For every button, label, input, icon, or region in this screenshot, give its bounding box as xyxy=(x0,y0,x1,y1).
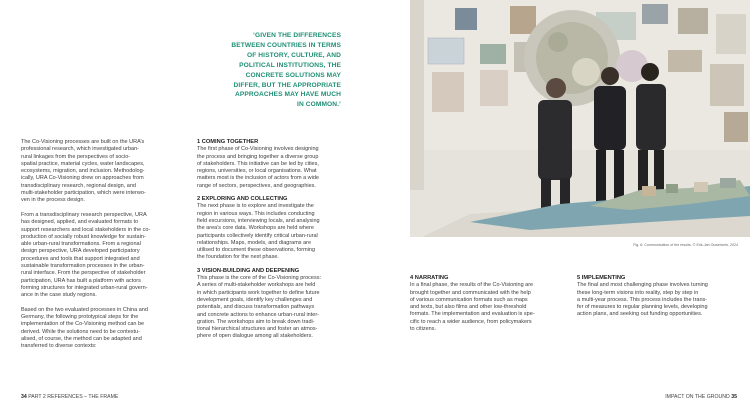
photo-caption: Fig. 6: Communication of the results. © Erik-Jan Ouwerkerk, 2024 xyxy=(633,243,738,247)
running-footer-left: PART 2 REFERENCES – THE FRAME xyxy=(28,394,119,400)
step-body: In a final phase, the results of the Co-Visioning are brought together and communicated with the help of various communication formats such as maps and texts, but also films and other low-threshold formats. The implementation and evaluation is spe- cific to reach a wider audience, from policymakers to citizens. xyxy=(410,282,535,333)
intro-paragraph-2: From a transdisciplinary research perspective, URA has designed, applied, and evaluated formats to support researchers and local stakeholders in the co- production of socially robust knowledge for sustain- able urban-rural transformations. From a regional design perspective, URA developed participatory procedures and tools that support integrated and sustainable transformation processes in the urban- rural interface. From the perspective of stakeholder participation, URA has built a platform with actors forming structures for integrated urban-rural govern- ance in the case study regions. xyxy=(21,211,151,299)
step-2 xyxy=(197,196,357,262)
intro-paragraph-1: The Co-Visioning processes are built on the URA’s professional research, which investigated urban- rural linkages from the perspectives of socio- spatial practice, material cycles, water landscapes, ecosystems, migration, and inclusion. Methodolog- ically, URA Co-Visioning drew on approaches from transdisciplinary research, regional design, and multi-stakeholder participation, which were interwo- ven in the process design. xyxy=(21,139,146,204)
step-heading: 1 COMING TOGETHER xyxy=(197,139,259,145)
page-number-right: 35 xyxy=(731,394,737,400)
steps-column xyxy=(197,139,357,347)
running-footer-right: IMPACT ON THE GROUND xyxy=(665,394,730,400)
photo-illustration xyxy=(410,0,750,237)
step-body: The next phase is to explore and investigate the region in various ways. This includes conducting field excursions, interviewing locals, and analysing the area’s core data. Workshops are held where participants collectively identify critical urban-rural relationships. Maps, models, and diagrams are utilised to document these observations, forming the foundation for the next phase. xyxy=(197,203,320,261)
step-body: This phase is the core of the Co-Visioning process: A series of multi-stakeholder workshops are held in which participants work together to define future development goals, identify key challenges and potentials, and discuss transformation pathways and concrete actions to enhance urban-rural inter- gration. The workshops aim to break down tradi- tional hierarchical structures and foster an atmos- phere of open dialogue among all stakeholders. xyxy=(197,275,322,340)
pull-quote: ‘GIVEN THE DIFFERENCES BETWEEN COUNTRIES IN TERMS OF HISTORY, CULTURE, AND POLITICAL INSTITUTIONS, THE CONCRETE SOLUTIONS MAY DIFFER, BUT THE APPROPRIATE APPROACHES MAY HAVE MUCH IN COMMON.’ xyxy=(231,32,341,109)
step-heading: 5 IMPLEMENTING xyxy=(577,275,626,281)
step-5 xyxy=(577,275,737,319)
step-1 xyxy=(197,139,357,190)
step-heading: 3 VISION-BUILDING AND DEEPENING xyxy=(197,267,300,274)
footer-left xyxy=(21,394,118,400)
footer-right xyxy=(665,394,737,400)
step-4 xyxy=(410,275,568,333)
step-3 xyxy=(197,268,357,341)
intro-column xyxy=(21,139,187,358)
step-body: The first phase of Co-Visioning involves designing the process and bringing together a diverse group of stakeholders. This initiative can be led by cities, regions, universities, or local organisations. What matters most is the inclusion of actors from a wide range of sectors, perspectives, and geographies. xyxy=(197,146,319,189)
step-heading: 2 EXPLORING AND COLLECTING xyxy=(197,196,288,203)
page-number-left: 34 xyxy=(21,394,27,400)
intro-paragraph-3: Based on the two evaluated processes in China and Germany, the following prototypical steps for the implementation of the Co-Visioning method can be derived. While the solutions need to be contextu- alised, of course, the method can be adapted and transferred to diverse contexts: xyxy=(21,306,148,350)
step-heading: 4 NARRATING xyxy=(410,275,449,281)
exhibition-photo xyxy=(410,0,750,237)
step-body: The final and most challenging phase involves turning these long-term visions into reality, step by step in a multi-year process. This process includes the trans- fer of measures to regular planning levels, developing action plans, and seeking out funding opportunities. xyxy=(577,282,708,318)
